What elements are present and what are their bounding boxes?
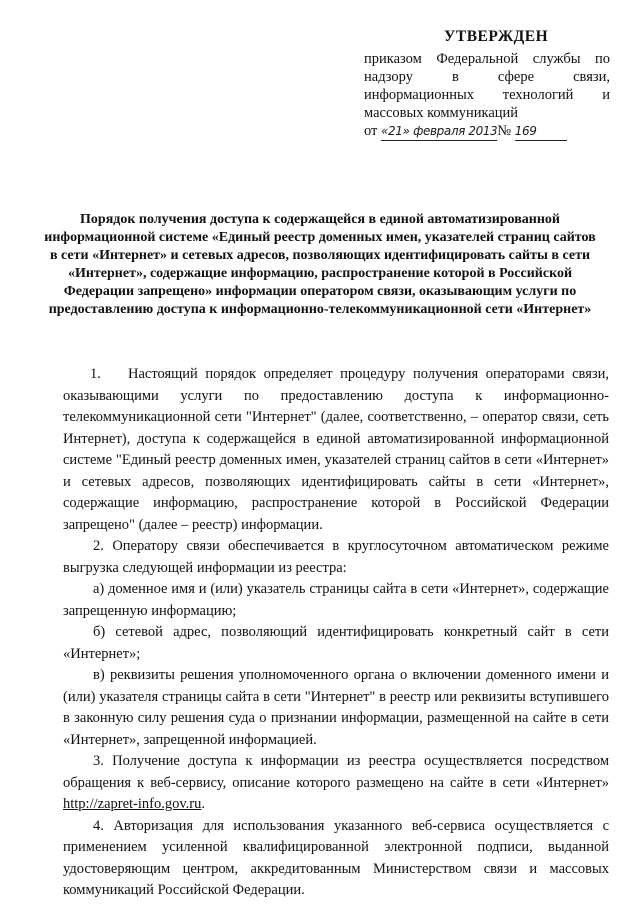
zapret-info-link[interactable]: http://zapret-info.gov.ru	[63, 796, 202, 812]
paragraph-2: 2. Оператору связи обеспечивается в круглосуточном автоматическом режиме выгрузка следующей информации из реестра:	[63, 538, 609, 576]
paragraph-1	[63, 364, 609, 536]
paragraph-4: 4. Авторизация для использования указанного веб-сервиса осуществляется с применением усиленной квалифицированной электронной подписи, выданной удостоверяющим центром, аккредитованным Министерством связи и массовых коммуникаций Российской Федерации.	[63, 817, 609, 898]
paragraph-3-text: 3. Получение доступа к информации из реестра осуществляется посредством обращения к веб-сервису, описание которого размещено на сайте в сети «Интернет»	[63, 753, 609, 791]
approval-block	[364, 28, 610, 141]
order-date-field	[381, 122, 497, 141]
order-day-handwritten: «21»	[381, 124, 410, 138]
paragraph-1-text: Настоящий порядок определяет процедуру получения операторами связи, оказывающими услуги по предоставлению доступа к информационно-телекоммуникационной сети "Интернет" (далее, соответственно, – оператор связи, сеть Интернет), доступа к содержащейся в единой автоматизированной информационной системе "Единый реестр доменных имен, указателей страниц сайтов в сети «Интернет» и сетевых адресов, позволяющих идентифицировать сайты в сети «Интернет», содержащие информацию, распространение которой в Российской Федерации запрещено" (далее – реестр) информации.	[63, 366, 609, 533]
order-line	[364, 122, 610, 141]
order-number-handwritten: 169	[514, 124, 537, 138]
paragraph-1-number: 1.	[90, 366, 101, 382]
order-number-label: №	[497, 123, 512, 139]
document-title: Порядок получения доступа к содержащейся в единой автоматизированной информационной системе «Единый реестр доменных имен, указателей страниц сайтов в сети «Интернет» и сетевых адресов, позволяющих идентифицировать сайты в сети «Интернет», содержащие информацию, распространение которой в Российской Федерации запрещено» информации оператором связи, оказывающим услуги по предоставлению доступа к информационно-телекоммуникационной сети «Интернет»	[44, 212, 596, 317]
approval-title: УТВЕРЖДЕН	[444, 28, 549, 45]
order-number-field	[515, 122, 567, 141]
document-body	[63, 364, 609, 902]
paragraph-2b: б) сетевой адрес, позволяющий идентифицировать конкретный сайт в сети «Интернет»;	[63, 624, 609, 662]
paragraph-3	[63, 751, 609, 816]
paragraph-2c: в) реквизиты решения уполномоченного органа о включении доменного имени и (или) указателя страницы сайта в сети "Интернет" в реестр или реквизиты вступившего в законную силу решения суда о признании информации, размещенной на сайте в сети «Интернет», запрещенной информацией.	[63, 667, 609, 748]
order-month-year-handwritten: февраля 2013	[413, 124, 498, 138]
order-prefix: от	[364, 123, 378, 139]
approval-text: приказом Федеральной службы по надзору в сфере связи, информационных технологий и массовых коммуникаций	[364, 51, 610, 121]
paragraph-2a: а) доменное имя и (или) указатель страницы сайта в сети «Интернет», содержащие запрещенную информацию;	[63, 581, 609, 619]
paragraph-3-end: .	[201, 796, 206, 812]
